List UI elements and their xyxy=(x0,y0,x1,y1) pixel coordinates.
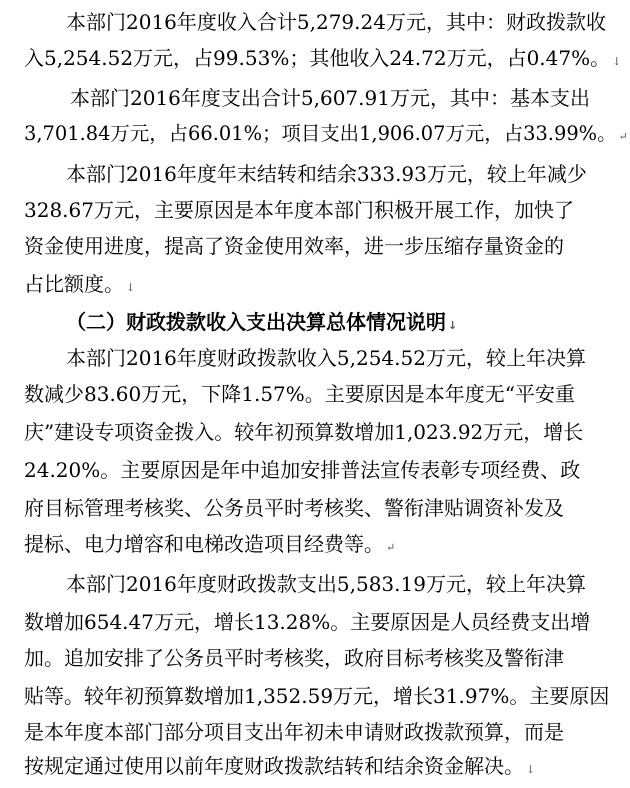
text-span: 数增加654.47万元，增长13.28%。主要原因是人员经费支出增 xyxy=(24,610,591,634)
paragraph-mark-icon: ↵ xyxy=(618,130,628,143)
text-line xyxy=(24,490,564,526)
text-line xyxy=(24,604,590,640)
text-line xyxy=(24,40,621,76)
text-line xyxy=(66,566,586,602)
text-line xyxy=(24,640,564,676)
text-line xyxy=(24,192,574,228)
text-line xyxy=(24,452,580,488)
text-span: 加。追加安排了公务员平时考核奖，政府目标考核奖及警衔津 xyxy=(24,646,564,670)
text-span: 本部门2016年度财政拨款收入5,254.52万元，较上年决算 xyxy=(66,346,586,370)
text-line xyxy=(66,340,586,376)
text-span: 328.67万元，主要原因是本年度本部门积极开展工作，加快了 xyxy=(24,198,574,222)
text-span: 按规定通过使用以前年度财政拨款结转和结余资金解决。 xyxy=(24,754,524,778)
text-line xyxy=(24,228,564,264)
text-line xyxy=(70,80,590,116)
text-line xyxy=(24,116,628,152)
text-line xyxy=(24,748,535,784)
paragraph-mark-icon: ↓ xyxy=(126,281,136,294)
text-span: 是本年度本部门部分项目支出年初未申请财政拨款预算，而是 xyxy=(24,720,564,744)
text-span: 本部门2016年度收入合计5,279.24万元，其中：财政拨款收 xyxy=(66,10,606,34)
text-line xyxy=(66,156,587,192)
text-line xyxy=(24,266,135,302)
text-span: 提标、电力增容和电梯改造项目经费等。 xyxy=(24,532,384,556)
text-line xyxy=(24,376,575,412)
section-heading xyxy=(66,304,457,340)
text-span: 府目标管理考核奖、公务员平时考核奖、警衔津贴调资补发及 xyxy=(24,496,564,520)
text-span: 数减少83.60万元，下降1.57%。主要原因是本年度无“平安重 xyxy=(24,382,576,406)
text-span: 24.20%。主要原因是年中追加安排普法宣传表彰专项经费、政 xyxy=(24,458,581,482)
paragraph-mark-icon: ↓ xyxy=(526,763,536,776)
paragraph-mark-icon: ↓ xyxy=(612,55,622,68)
text-span: 本部门2016年度支出合计5,607.91万元，其中：基本支出 xyxy=(70,86,590,110)
text-span: 3,701.84万元，占66.01%；项目支出1,906.07万元，占33.99%。 xyxy=(24,122,617,145)
text-line xyxy=(24,526,395,562)
text-span: 入5,254.52万元，占99.53%；其他收入24.72万元，占0.47%。 xyxy=(24,46,611,70)
text-line xyxy=(24,414,583,450)
text-line xyxy=(24,678,609,714)
paragraph-mark-icon: ↵ xyxy=(386,541,396,554)
heading-text: （二）财政拨款收入支出决算总体情况说明 xyxy=(66,310,446,334)
text-line xyxy=(66,4,606,40)
paragraph-mark-icon: ↓ xyxy=(448,319,458,332)
text-span: 本部门2016年度财政拨款支出5,583.19万元，较上年决算 xyxy=(66,572,586,596)
text-span: 贴等。较年初预算数增加1,352.59万元，增长31.97%。主要原因 xyxy=(24,684,610,708)
text-span: 资金使用进度，提高了资金使用效率，进一步压缩存量资金的 xyxy=(24,234,564,258)
text-line xyxy=(24,714,564,750)
text-span: 本部门2016年度年末结转和结余333.93万元，较上年减少 xyxy=(66,162,587,186)
text-span: 占比额度。 xyxy=(24,272,124,296)
text-span: 庆”建设专项资金拨入。较年初预算数增加1,023.92万元，增长 xyxy=(24,420,584,444)
